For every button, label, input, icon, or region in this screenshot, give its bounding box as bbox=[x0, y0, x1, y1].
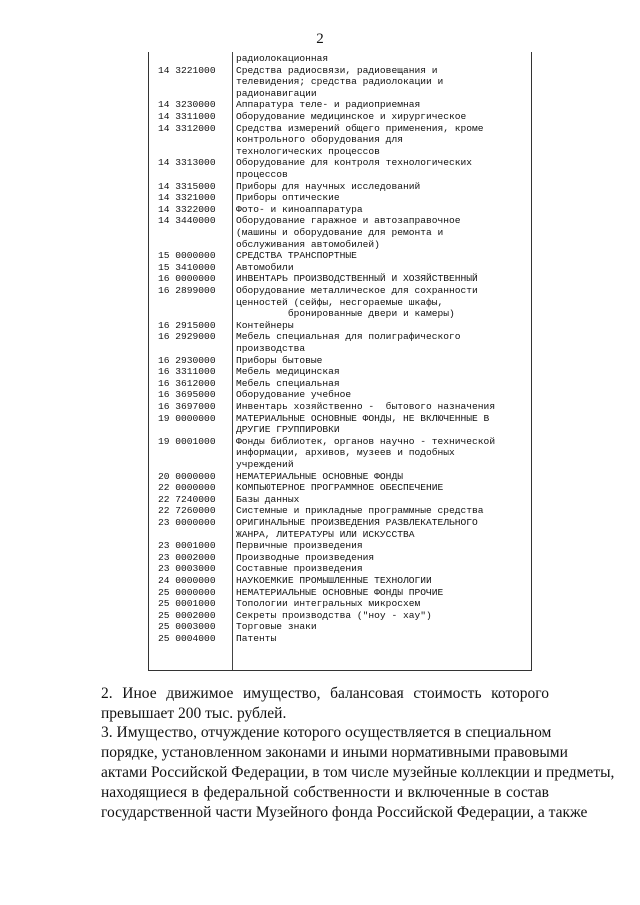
paragraph-line: актами Российской Федерации, в том числе музейные коллекции и предметы, bbox=[101, 764, 615, 781]
okof-description: Средства радиосвязи, радиовещания и bbox=[236, 64, 438, 76]
okof-code: 16 3311000 bbox=[158, 366, 216, 378]
okof-description: Оборудование медицинское и хирургическое bbox=[236, 111, 467, 122]
okof-description: ЖАНРА, ЛИТЕРАТУРЫ ИЛИ ИСКУССТВА bbox=[236, 528, 415, 540]
okof-code: 14 3221000 bbox=[158, 64, 216, 76]
okof-code: 16 3695000 bbox=[158, 389, 216, 401]
okof-description: Торговые знаки bbox=[236, 621, 317, 633]
okof-code: 22 0000000 bbox=[158, 482, 216, 494]
okof-code: 14 3315000 bbox=[158, 180, 216, 192]
paragraph-line: 2. Иное движимое имущество, балансовая стоимость которого bbox=[101, 685, 549, 702]
okof-code: 15 0000000 bbox=[158, 250, 216, 262]
okof-code: 25 0000000 bbox=[158, 586, 216, 598]
okof-description: технологических процессов bbox=[236, 145, 380, 157]
okof-code: 23 0002000 bbox=[158, 551, 216, 563]
okof-description: Оборудование гаражное и автозаправочное bbox=[236, 215, 461, 227]
okof-description: информации, архивов, музеев и подобных bbox=[236, 447, 455, 459]
okof-description: Аппаратура теле- и радиоприемная bbox=[236, 99, 421, 111]
okof-description: НЕМАТЕРИАЛЬНЫЕ ОСНОВНЫЕ ФОНДЫ bbox=[236, 470, 403, 482]
okof-code: 16 2899000 bbox=[158, 285, 216, 296]
okof-description: Приборы оптические bbox=[236, 192, 340, 204]
classification-table bbox=[148, 52, 532, 671]
okof-description: контрольного оборудования для bbox=[236, 134, 403, 146]
okof-description: Составные произведения bbox=[236, 563, 363, 575]
okof-description: производства bbox=[236, 343, 306, 354]
okof-description: радиолокационная bbox=[236, 53, 329, 64]
okof-description: Фонды библиотек, органов научно - технической bbox=[236, 435, 496, 447]
okof-description: Фото- и киноаппаратура bbox=[236, 203, 363, 215]
okof-description: процессов bbox=[236, 169, 288, 180]
okof-description: Первичные произведения bbox=[236, 540, 363, 552]
okof-description: Секреты производства ("ноу - хау") bbox=[236, 609, 432, 621]
okof-code: 16 3697000 bbox=[158, 401, 216, 412]
okof-code: 22 7260000 bbox=[158, 505, 216, 517]
okof-description: Мебель специальная для полиграфического bbox=[236, 331, 461, 343]
okof-code: 14 3311000 bbox=[158, 111, 216, 122]
okof-description: радионавигации bbox=[236, 87, 317, 99]
okof-code: 22 7240000 bbox=[158, 493, 216, 505]
okof-description: бронированные двери и камеры) bbox=[236, 308, 455, 320]
okof-description: телевидения; средства радиолокации и bbox=[236, 76, 444, 88]
okof-description: Мебель специальная bbox=[236, 377, 340, 389]
okof-code: 16 3612000 bbox=[158, 377, 216, 389]
okof-description: ДРУГИЕ ГРУППИРОВКИ bbox=[236, 424, 340, 436]
okof-code: 16 2915000 bbox=[158, 319, 216, 331]
okof-code: 24 0000000 bbox=[158, 575, 216, 586]
okof-code: 19 0001000 bbox=[158, 435, 216, 447]
okof-code: 15 3410000 bbox=[158, 261, 216, 273]
paragraph-line: 3. Имущество, отчуждение которого осуществляется в специальном bbox=[101, 724, 552, 741]
paragraph-line: находящиеся в федеральной собственности и включенные в состав bbox=[101, 784, 549, 801]
okof-description: Топологии интегральных микросхем bbox=[236, 598, 421, 610]
okof-description: обслуживания автомобилей) bbox=[236, 238, 380, 250]
okof-code: 16 2930000 bbox=[158, 354, 216, 366]
okof-code: 14 3321000 bbox=[158, 192, 216, 204]
okof-description: ценностей (сейфы, несгораемые шкафы, bbox=[236, 296, 444, 308]
okof-code: 25 0003000 bbox=[158, 621, 216, 633]
paragraph-line: превышает 200 тыс. рублей. bbox=[101, 705, 287, 722]
okof-description: НЕМАТЕРИАЛЬНЫЕ ОСНОВНЫЕ ФОНДЫ ПРОЧИЕ bbox=[236, 586, 444, 598]
okof-description: Автомобили bbox=[236, 261, 294, 273]
okof-description: (машины и оборудование для ремонта и bbox=[236, 227, 444, 238]
okof-description: СРЕДСТВА ТРАНСПОРТНЫЕ bbox=[236, 250, 357, 262]
okof-description: Базы данных bbox=[236, 493, 300, 505]
okof-description: МАТЕРИАЛЬНЫЕ ОСНОВНЫЕ ФОНДЫ, НЕ ВКЛЮЧЕННЫЕ В bbox=[236, 412, 490, 424]
okof-description: ИНВЕНТАРЬ ПРОИЗВОДСТВЕННЫЙ И ХОЗЯЙСТВЕННЫЙ bbox=[236, 273, 478, 285]
paragraph-3 bbox=[101, 723, 615, 823]
okof-code: 14 3230000 bbox=[158, 99, 216, 111]
okof-description: Инвентарь хозяйственно - бытового назначения bbox=[236, 401, 496, 412]
paragraph-line: государственной части Музейного фонда Российской Федерации, а также bbox=[101, 804, 588, 821]
okof-code: 20 0000000 bbox=[158, 470, 216, 482]
okof-code: 16 2929000 bbox=[158, 331, 216, 343]
paragraph-line: порядке, установленном законами и иными нормативными правовыми bbox=[101, 744, 568, 761]
okof-description: КОМПЬЮТЕРНОЕ ПРОГРАММНОЕ ОБЕСПЕЧЕНИЕ bbox=[236, 482, 444, 494]
okof-description: Приборы бытовые bbox=[236, 354, 323, 366]
okof-description: Системные и прикладные программные средства bbox=[236, 505, 484, 517]
okof-description: Приборы для научных исследований bbox=[236, 180, 421, 192]
okof-code: 25 0004000 bbox=[158, 633, 216, 644]
okof-code: 23 0001000 bbox=[158, 540, 216, 552]
okof-description: Оборудование учебное bbox=[236, 389, 352, 401]
okof-code: 16 0000000 bbox=[158, 273, 216, 285]
okof-code: 14 3322000 bbox=[158, 203, 216, 215]
okof-code: 14 3440000 bbox=[158, 215, 216, 227]
okof-code: 23 0000000 bbox=[158, 517, 216, 528]
okof-description: Оборудование металлическое для сохранности bbox=[236, 285, 478, 296]
okof-description: Контейнеры bbox=[236, 319, 294, 331]
okof-description: учреждений bbox=[236, 459, 294, 470]
okof-code: 14 3313000 bbox=[158, 157, 216, 169]
okof-description: Средства измерений общего применения, кроме bbox=[236, 122, 484, 134]
okof-code: 19 0000000 bbox=[158, 412, 216, 424]
okof-code: 23 0003000 bbox=[158, 563, 216, 575]
okof-description: Мебель медицинская bbox=[236, 366, 340, 378]
okof-description: Оборудование для контроля технологических bbox=[236, 157, 473, 169]
okof-description: НАУКОЕМКИЕ ПРОМЫШЛЕННЫЕ ТЕХНОЛОГИИ bbox=[236, 575, 432, 586]
okof-description: Патенты bbox=[236, 633, 277, 644]
okof-description: Производные произведения bbox=[236, 551, 375, 563]
page-number: 2 bbox=[316, 31, 324, 47]
okof-code: 14 3312000 bbox=[158, 122, 216, 134]
okof-description: ОРИГИНАЛЬНЫЕ ПРОИЗВЕДЕНИЯ РАЗВЛЕКАТЕЛЬНОГО bbox=[236, 517, 478, 528]
okof-code: 25 0001000 bbox=[158, 598, 216, 610]
code-column-divider bbox=[232, 52, 233, 670]
paragraph-2 bbox=[101, 684, 549, 724]
okof-code: 25 0002000 bbox=[158, 609, 216, 621]
